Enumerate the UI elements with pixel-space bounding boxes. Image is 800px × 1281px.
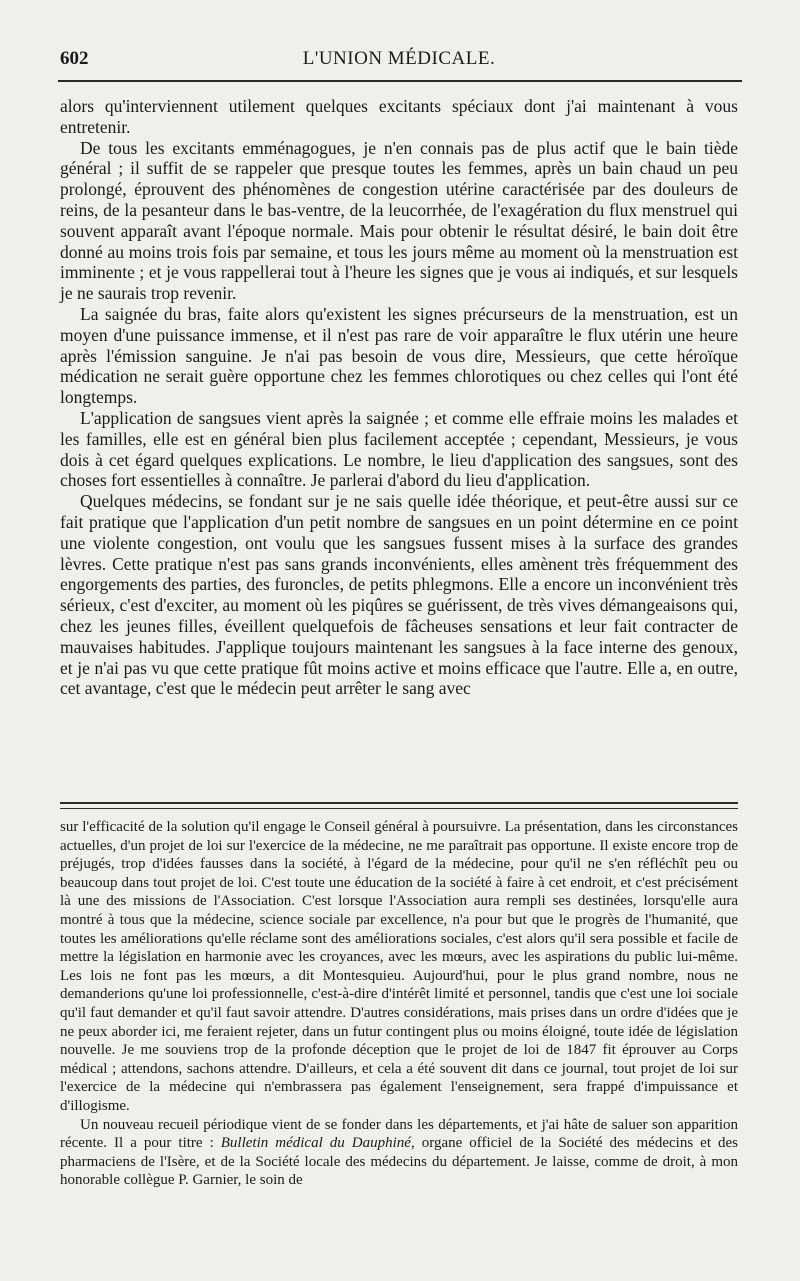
main-text (60, 96, 738, 699)
footnote-paragraph (60, 1116, 738, 1190)
page-number: 602 (60, 48, 89, 69)
bulletin-title: Bulletin médical du Dauphiné (220, 1135, 411, 1152)
paragraph: L'application de sangsues vient après la saignée ; et comme elle effraie moins les malades et les familles, elle est en général bien plus facilement acceptée ; cependant, Messieurs, je vous dois à cet égard quelques explications. Le nombre, le lieu d'application des sangsues, sont des choses fort essentielles à connaître. Je parlerai d'abord du lieu d'application. (60, 407, 738, 491)
footnote-text: Un nouveau recueil périodique vient de se fonder dans les départements, et j'ai hâte de saluer son apparition récente. Il a pour titre : (60, 1116, 738, 1152)
running-header (60, 48, 738, 74)
paragraph: Quelques médecins, se fondant sur je ne sais quelle idée théorique, et peut-être aussi sur ce fait pratique que l'application d'un petit nombre de sangsues en un point détermine en ce point une violente congestion, ont voulu que les sangsues fussent mises à la surface des grandes lèvres. Cette pratique n'est pas sans grands inconvénients, elles amènent très fréquemment des engorgements des parties, des furoncles, de petits phlegmons. Elle a encore un inconvénient très sérieux, c'est d'exciter, au moment où les piqûres se guérissent, de très vives démangeaisons qui, chez les jeunes filles, éveillent quelquefois de fâcheuses sensations et leur fait contracter de mauvaises habitudes. J'applique toujours maintenant les sangsues à la face interne des genoux, et je n'ai pas vu que cette pratique fût moins active et moins efficace que l'autre. Elle a, en outre, cet avantage, c'est que le médecin peut arrêter le sang avec (60, 491, 738, 699)
footnote-paragraph: sur l'efficacité de la solution qu'il engage le Conseil général à poursuivre. La présentation, dans les circonstances actuelles, d'un projet de loi sur l'exercice de la médecine, ne me paraîtrait pas opportune. Il existe encore trop de préjugés, trop d'idées fausses dans la société, à l'égard de la médecine, pour qu'il ne s'en réfléchît peu ou beaucoup dans tout projet de loi. C'est toute une éducation de la société à faire à cet endroit, et c'est précisément là une des missions de l'Association. C'est lorsque l'Association aura rempli ses destinées, lorsqu'elle aura montré à tous que la médecine, science sociale par excellence, n'a pour but que le progrès de l'humanité, que toutes les améliorations qu'elle réclame sont des améliorations sociales, c'est alors qu'il sera possible et facile de mettre la législation en harmonie avec les croyances, avec les mœurs, avec les aspirations du public lui-même. Les lois ne font pas les mœurs, a dit Montesquieu. Aujourd'hui, pour le plus grand nombre, nous ne demanderions qu'une loi professionnelle, c'est-à-dire d'intérêt limité et personnel, tandis que c'est une loi sociale qu'il faut demander et qu'il faut savoir attendre. D'autres considérations, mais prises dans un ordre d'idées que je ne peux aborder ici, me feraient rejeter, dans un futur contingent plus ou moins éloigné, toute idée de législation nouvelle. Je me souviens trop de la profonde déception que le projet de loi de 1847 fit éprouver au Corps médical ; attendons, sachons attendre. D'ailleurs, et cela a été souvent dit dans ce journal, tout projet de loi sur l'exercice de la médecine qui n'embrassera pas également l'enseignement, sera frappé d'impuissance et d'illogisme. (60, 819, 738, 1114)
paragraph: De tous les excitants emménagogues, je n'en connais pas de plus actif que le bain tiède général ; il suffit de se rappeler que presque toutes les femmes, après un bain chaud un peu prolongé, éprouvent des phénomènes de congestion utérine caractérisée par des douleurs de reins, de la pesanteur dans le bas-ventre, de la leucorrhée, de l'exagération du flux menstruel qui souvent apparaît avant l'époque normale. Mais pour obtenir le résultat désiré, le bain doit être donné au moins trois fois par semaine, et tous les jours même au moment où la menstruation est imminente ; et je vous rappellerai tout à l'heure les signes que je vous ai indiqués, et sur lesquels je ne saurais trop revenir. (60, 137, 738, 304)
paragraph: alors qu'interviennent utilement quelques excitants spéciaux dont j'ai maintenant à vous entretenir. (60, 96, 738, 137)
footnote-text: , organe officiel de la Société des médecins et des pharmaciens de l'Isère, et de la Société locale des médecins du département. Je laisse, comme de droit, à mon honorable collègue P. Garnier, le soin de (60, 1135, 738, 1189)
journal-title: L'UNION MÉDICALE. (302, 48, 496, 69)
paragraph: La saignée du bras, faite alors qu'existent les signes précurseurs de la menstruation, est un moyen d'une puissance immense, et il n'est pas rare de voir apparaître le flux utérin une heure après l'émission sanguine. Je n'ai pas besoin de vous dire, Messieurs, que cette héroïque médication ne serait guère opportune chez les femmes chlorotiques ou chez celles qui l'ont été longtemps. (60, 303, 738, 408)
footnote-separator (60, 802, 738, 809)
header-rule (58, 80, 742, 82)
footnote-column (60, 818, 738, 1190)
